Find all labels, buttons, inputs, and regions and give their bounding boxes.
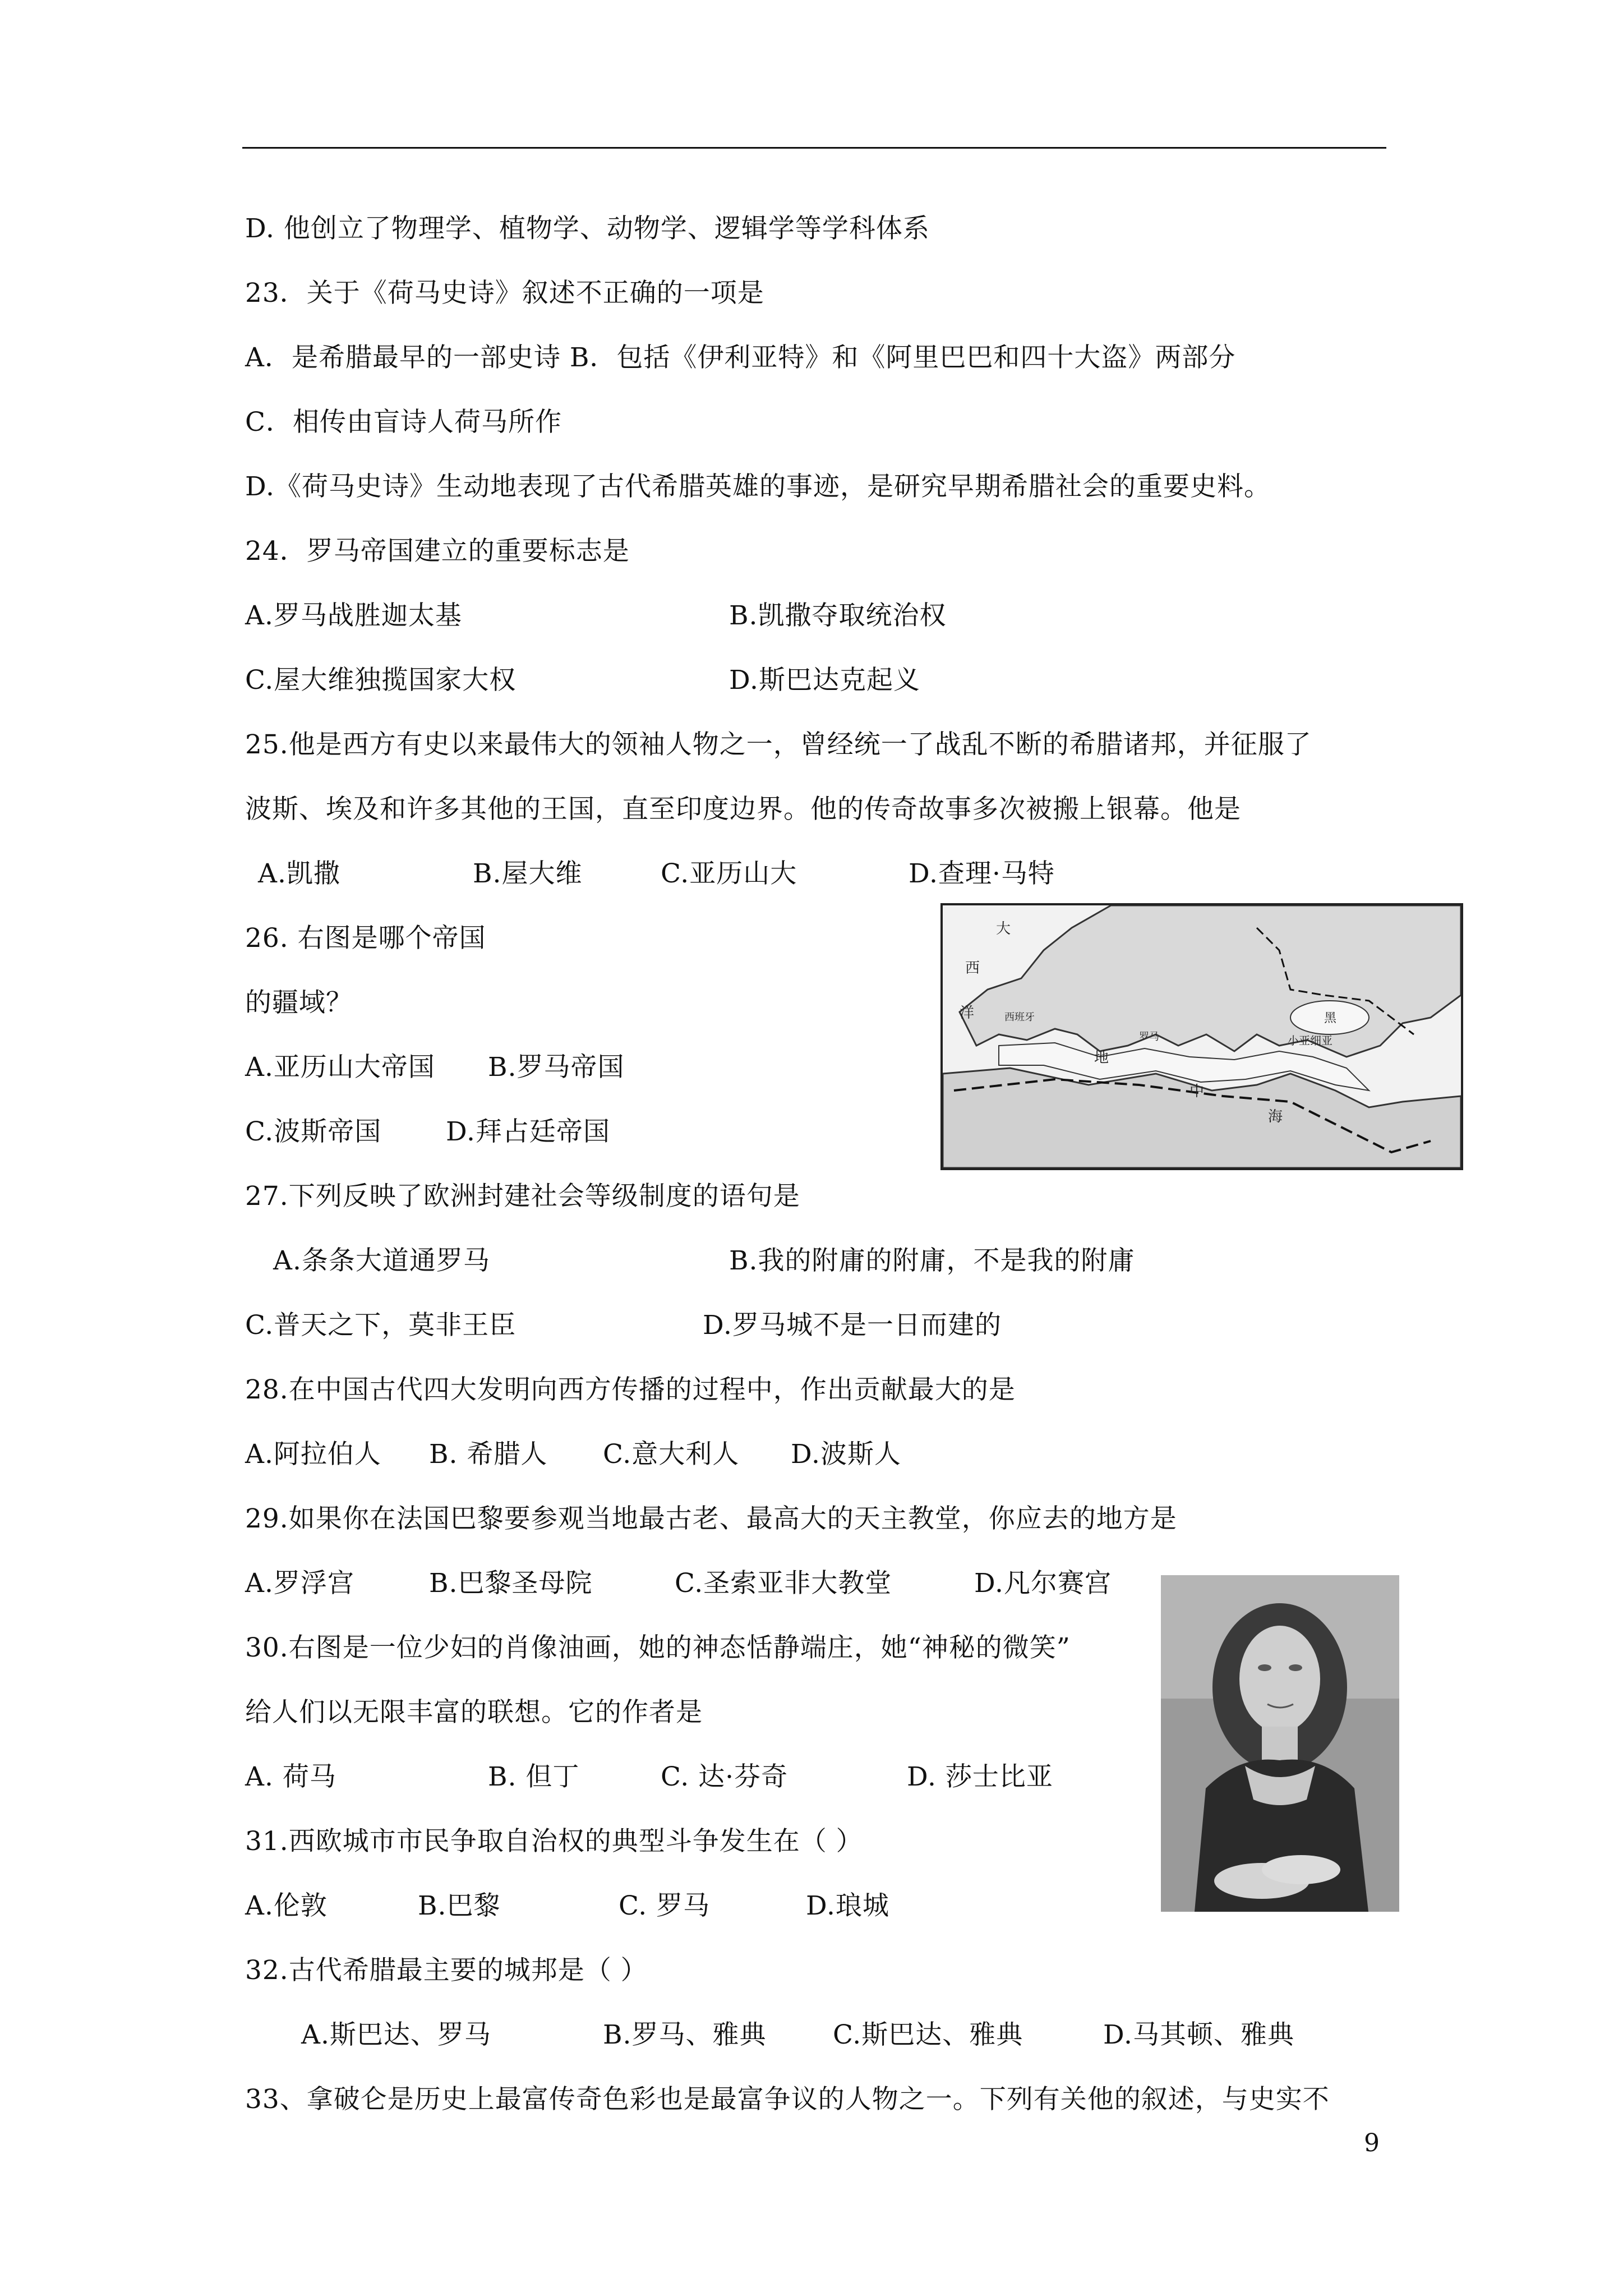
q25-option-c: C.亚历山大 <box>661 858 797 889</box>
map-label-6: 中 <box>1189 1083 1205 1100</box>
q24-stem: 24．罗马帝国建立的重要标志是 <box>245 536 630 567</box>
roman-empire-map <box>940 903 1463 1170</box>
map-label-3: 洋 <box>960 1005 975 1022</box>
q30-option-d: D. 莎士比亚 <box>907 1761 1053 1792</box>
portrait-drawing <box>1161 1575 1399 1912</box>
q25-option-a: A.凯撒 <box>258 858 340 889</box>
q30-option-b: B. 但丁 <box>488 1761 580 1792</box>
q27-stem: 27.下列反映了欧洲封建社会等级制度的语句是 <box>245 1181 800 1212</box>
q27-option-d: D.罗马城不是一日而建的 <box>703 1310 1002 1341</box>
map-label-5: 地 <box>1094 1050 1109 1066</box>
q32-option-b: B.罗马、雅典 <box>603 2019 767 2050</box>
q26-option-a: A.亚历山大帝国 <box>245 1052 435 1083</box>
q28-option-b: B. 希腊人 <box>429 1439 548 1470</box>
q29-option-d: D.凡尔赛宫 <box>974 1568 1112 1599</box>
q28-stem: 28.在中国古代四大发明向西方传播的过程中，作出贡献最大的是 <box>245 1374 1016 1405</box>
q23-option-c: C．相传由盲诗人荷马所作 <box>245 407 562 438</box>
q31-option-b: B.巴黎 <box>418 1890 501 1921</box>
q33-stem: 33、拿破仑是历史上最富传奇色彩也是最富争议的人物之一。下列有关他的叙述，与史实不 <box>245 2084 1330 2115</box>
q30-option-c: C. 达·芬奇 <box>661 1761 789 1792</box>
q24-option-d: D.斯巴达克起义 <box>729 665 920 696</box>
q22-option-d: D. 他创立了物理学、植物学、动物学、逻辑学等学科体系 <box>245 213 930 244</box>
q25-stem-2: 波斯、埃及和许多其他的王国，直至印度边界。他的传奇故事多次被搬上银幕。他是 <box>245 794 1241 825</box>
q31-option-c: C. 罗马 <box>619 1890 711 1921</box>
header-rule <box>242 147 1386 149</box>
map-label-7: 海 <box>1268 1108 1283 1125</box>
q28-option-a: A.阿拉伯人 <box>245 1439 381 1470</box>
q25-option-b: B.屋大维 <box>473 858 583 889</box>
q32-stem: 32.古代希腊最主要的城邦是（ ） <box>245 1955 648 1986</box>
q26-option-c: C.波斯帝国 <box>245 1116 382 1147</box>
q26-option-b: B.罗马帝国 <box>488 1052 625 1083</box>
q31-option-a: A.伦敦 <box>245 1890 328 1921</box>
q23-stem: 23．关于《荷马史诗》叙述不正确的一项是 <box>245 278 764 309</box>
q23-option-d: D.《荷马史诗》生动地表现了古代希腊英雄的事迹，是研究早期希腊社会的重要史料。 <box>245 471 1271 502</box>
map-label-10: 黑 <box>1324 1011 1337 1025</box>
q24-option-a: A.罗马战胜迦太基 <box>245 600 462 631</box>
q32-option-d: D.马其顿、雅典 <box>1103 2019 1294 2050</box>
map-label-1: 大 <box>996 921 1011 937</box>
q24-option-c: C.屋大维独揽国家大权 <box>245 665 517 696</box>
q27-option-a: A.条条大道通罗马 <box>273 1245 490 1276</box>
page-number: 9 <box>1364 2129 1380 2157</box>
map-label-8: 罗马 <box>1139 1031 1159 1043</box>
q26-option-d: D.拜占廷帝国 <box>446 1116 610 1147</box>
map-label-9: 小亚细亚 <box>1288 1034 1332 1047</box>
q30-stem-1: 30.右图是一位少妇的肖像油画，她的神态恬静端庄，她“神秘的微笑” <box>245 1632 1071 1663</box>
q23-options-ab: A．是希腊最早的一部史诗 B．包括《伊利亚特》和《阿里巴巴和四十大盗》两部分 <box>245 342 1236 373</box>
map-drawing <box>943 905 1461 1168</box>
q29-option-b: B.巴黎圣母院 <box>429 1568 593 1599</box>
q31-option-d: D.琅城 <box>806 1890 889 1921</box>
q25-stem-1: 25.他是西方有史以来最伟大的领袖人物之一，曾经统一了战乱不断的希腊诸邦，并征服了 <box>245 729 1312 760</box>
q27-option-c: C.普天之下，莫非王臣 <box>245 1310 517 1341</box>
q31-stem: 31.西欧城市市民争取自治权的典型斗争发生在（ ） <box>245 1826 863 1857</box>
q26-stem-2: 的疆域？ <box>245 987 353 1018</box>
q32-option-a: A.斯巴达、罗马 <box>301 2019 491 2050</box>
q26-stem-1: 26. 右图是哪个帝国 <box>245 923 486 954</box>
q30-stem-2: 给人们以无限丰富的联想。它的作者是 <box>245 1697 703 1728</box>
q25-option-d: D.查理·马特 <box>909 858 1055 889</box>
q29-option-c: C.圣索亚非大教堂 <box>675 1568 892 1599</box>
q28-option-c: C.意大利人 <box>603 1439 740 1470</box>
map-label-2: 西 <box>965 960 980 977</box>
q27-option-b: B.我的附庸的附庸，不是我的附庸 <box>729 1245 1135 1276</box>
q24-option-b: B.凯撒夺取统治权 <box>729 600 947 631</box>
map-label-4: 西班牙 <box>1004 1011 1035 1023</box>
q29-stem: 29.如果你在法国巴黎要参观当地最古老、最高大的天主教堂，你应去的地方是 <box>245 1503 1177 1534</box>
q30-option-a: A. 荷马 <box>245 1761 336 1792</box>
q29-option-a: A.罗浮宫 <box>245 1568 354 1599</box>
q32-option-c: C.斯巴达、雅典 <box>833 2019 1023 2050</box>
q28-option-d: D.波斯人 <box>791 1439 901 1470</box>
portrait-painting <box>1161 1575 1399 1912</box>
